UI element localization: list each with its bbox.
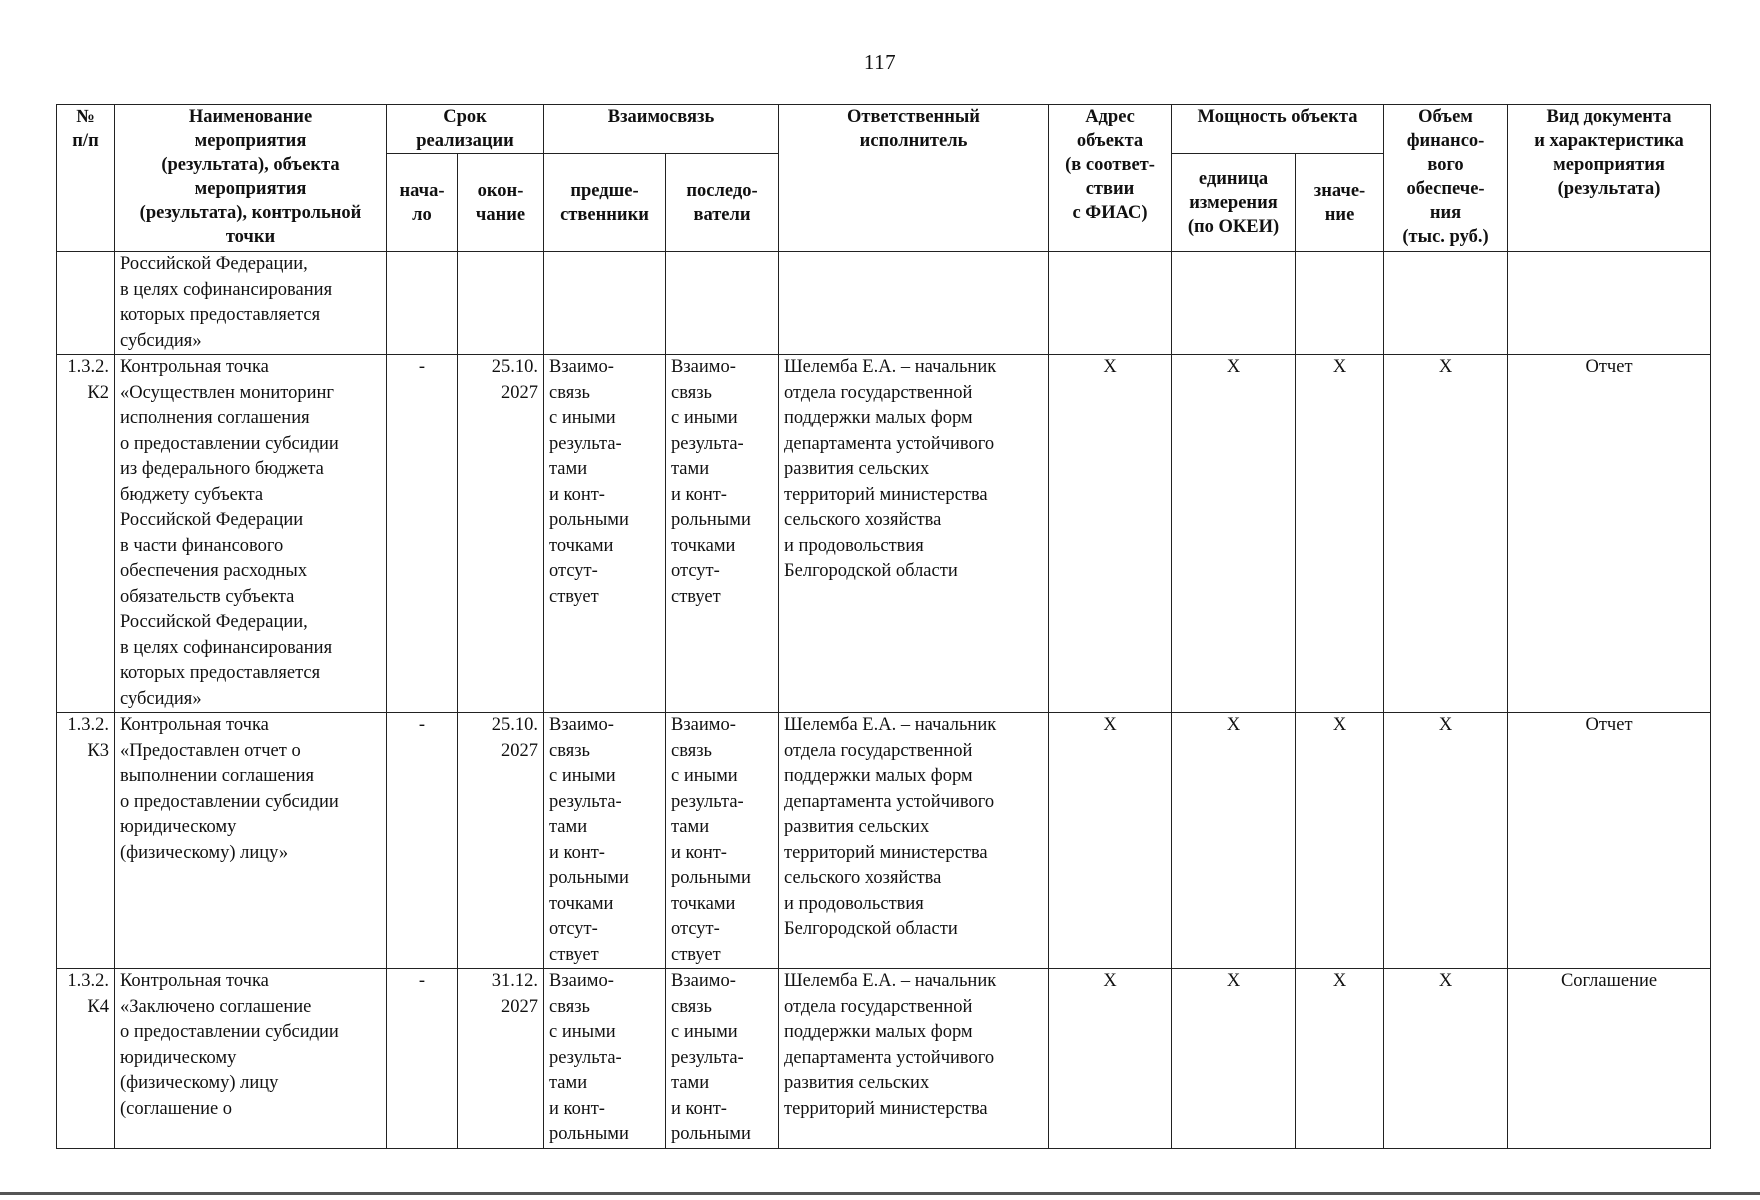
activity-name-cell	[115, 355, 387, 713]
responsible-cell	[779, 969, 1049, 1149]
text-line: чание	[475, 204, 526, 225]
text-line: с иными	[549, 408, 616, 428]
text-line: единица	[1198, 168, 1269, 189]
text-line: из федерального бюджета	[120, 459, 324, 479]
text-line: тами	[671, 459, 710, 479]
header-successors	[666, 154, 779, 252]
address-cell: X	[1049, 969, 1172, 1149]
text-line: с ФИАС)	[1072, 203, 1148, 223]
header-value	[1296, 154, 1384, 252]
unit-cell: X	[1172, 713, 1296, 969]
text-line: результа-	[549, 791, 622, 812]
text-line: Контрольная точка	[120, 357, 269, 377]
text-line: тами	[549, 1073, 588, 1093]
header-term-start	[387, 154, 458, 252]
header-address	[1049, 105, 1172, 252]
text-line: 25.10.	[491, 715, 538, 735]
text-line: ствии	[1085, 179, 1135, 199]
text-line: Адрес	[1085, 107, 1135, 127]
text-line: связь	[671, 740, 712, 761]
text-line: развития сельских	[784, 459, 930, 479]
finance-cell: X	[1384, 713, 1508, 969]
page-bottom-rule	[0, 1192, 1760, 1195]
text-line: отдела государственной	[784, 740, 973, 761]
text-line: рольными	[671, 1124, 751, 1144]
text-line: обеспечения расходных	[120, 561, 308, 581]
text-line: Белгородской области	[784, 561, 958, 581]
text-line: и конт-	[671, 842, 727, 863]
text-line: о предоставлении субсидии	[120, 1022, 339, 1042]
text-line: ствует	[549, 944, 599, 965]
text-line: Шелемба Е.А. – начальник	[784, 357, 997, 377]
text-line: сельского хозяйства	[784, 868, 942, 888]
text-line: связь	[671, 382, 712, 403]
text-line: юридическому	[120, 817, 237, 837]
predecessors-cell	[544, 252, 666, 355]
header-predecessors	[544, 154, 666, 252]
finance-cell: X	[1384, 355, 1508, 713]
text-line: мероприятия	[1553, 155, 1665, 175]
text-line: и продовольствия	[784, 535, 924, 556]
text-line: Взаимо-	[671, 971, 736, 991]
text-line: 1.3.2.	[67, 971, 109, 991]
text-line: окон-	[477, 180, 524, 201]
text-line: финансо-	[1406, 131, 1485, 151]
text-line: ние	[1324, 204, 1355, 225]
text-line: департамента устойчивого	[784, 433, 995, 454]
term-end-cell	[458, 252, 544, 355]
text-line: точки	[225, 227, 276, 247]
text-line: Российской Федерации	[120, 510, 304, 530]
text-line: (физическому) лицу	[120, 1073, 279, 1093]
text-line: рольными	[549, 1124, 629, 1144]
responsible-cell	[779, 252, 1049, 355]
text-line: мероприятия	[194, 131, 307, 151]
text-line: «Осуществлен мониторинг	[120, 382, 334, 403]
text-line: (результата), объекта	[161, 155, 340, 175]
predecessors-cell	[544, 969, 666, 1149]
text-line: измерения	[1189, 192, 1278, 213]
finance-cell	[1384, 252, 1508, 355]
text-line: Срок	[443, 107, 487, 127]
text-line: К2	[87, 382, 109, 403]
text-line: 1.3.2.	[67, 715, 109, 735]
text-line: объекта	[1076, 131, 1144, 151]
text-line: п/п	[72, 131, 99, 151]
text-line: отсут-	[549, 919, 598, 939]
text-line: предше-	[570, 180, 639, 201]
row-number-cell	[57, 355, 115, 713]
value-cell: X	[1296, 969, 1384, 1149]
text-line: тами	[549, 817, 588, 837]
text-line: К3	[87, 740, 109, 761]
header-num	[57, 105, 115, 252]
text-line: «Предоставлен отчет о	[120, 740, 301, 761]
text-line: (соглашение о	[120, 1098, 233, 1119]
term-end-cell	[458, 355, 544, 713]
text-line: и конт-	[549, 484, 605, 505]
text-line: точками	[671, 893, 736, 914]
unit-cell: X	[1172, 969, 1296, 1149]
text-line: департамента устойчивого	[784, 1047, 995, 1068]
text-line: Белгородской области	[784, 919, 958, 939]
text-line: отсут-	[671, 919, 720, 939]
table-row	[57, 969, 1711, 1149]
text-line: отсут-	[671, 561, 720, 581]
text-line: выполнении соглашения	[120, 766, 315, 786]
text-line: точками	[671, 535, 736, 556]
term-end-cell	[458, 713, 544, 969]
text-line: ствует	[671, 944, 721, 965]
text-line: ния	[1429, 203, 1462, 223]
text-line: и конт-	[671, 1098, 727, 1119]
doc-type-cell: Соглашение	[1508, 969, 1711, 1149]
value-cell: X	[1296, 355, 1384, 713]
text-line: (физическому) лицу»	[120, 842, 289, 863]
text-line: связь	[549, 996, 590, 1017]
header-unit	[1172, 154, 1296, 252]
address-cell: X	[1049, 713, 1172, 969]
table-row	[57, 713, 1711, 969]
text-line: о предоставлении субсидии	[120, 791, 339, 812]
text-line: департамента устойчивого	[784, 791, 995, 812]
text-line: и характеристика	[1534, 131, 1684, 151]
text-line: (результата)	[1557, 179, 1661, 199]
text-line: точками	[549, 893, 614, 914]
text-line: тами	[671, 1073, 710, 1093]
text-line: в целях софинансирования	[120, 279, 333, 300]
text-line: результа-	[549, 1047, 622, 1068]
row-number-cell	[57, 252, 115, 355]
text-line: сельского хозяйства	[784, 510, 942, 530]
text-line: юридическому	[120, 1047, 237, 1068]
activity-name-cell	[115, 713, 387, 969]
text-line: исполнитель	[859, 131, 968, 151]
doc-type-cell: Отчет	[1508, 713, 1711, 969]
text-line: с иными	[671, 1022, 738, 1042]
text-line: ло	[412, 204, 432, 225]
activities-table	[56, 104, 1711, 1149]
responsible-cell	[779, 713, 1049, 969]
text-line: территорий министерства	[784, 842, 988, 863]
unit-cell	[1172, 252, 1296, 355]
activity-name-cell	[115, 252, 387, 355]
successors-cell	[666, 969, 779, 1149]
text-line: Взаимо-	[671, 715, 736, 735]
text-line: Шелемба Е.А. – начальник	[784, 715, 997, 735]
text-line: Шелемба Е.А. – начальник	[784, 971, 997, 991]
text-line: №	[76, 107, 95, 127]
text-line: обеспече-	[1406, 179, 1485, 199]
text-line: ватели	[693, 204, 751, 225]
text-line: Вид документа	[1546, 107, 1672, 127]
text-line: (по ОКЕИ)	[1187, 216, 1280, 237]
successors-cell	[666, 713, 779, 969]
text-line: бюджету субъекта	[120, 484, 264, 505]
text-line: (результата), контрольной	[139, 203, 362, 223]
activity-name-cell	[115, 969, 387, 1149]
term-start-cell	[387, 252, 458, 355]
text-line: точками	[549, 535, 614, 556]
text-line: тами	[549, 459, 588, 479]
responsible-cell	[779, 355, 1049, 713]
text-line: «Заключено соглашение	[120, 996, 312, 1017]
text-line: реализации	[416, 131, 514, 151]
text-line: субсидия»	[120, 330, 202, 351]
text-line: связь	[549, 740, 590, 761]
term-start-cell: -	[387, 713, 458, 969]
text-line: которых предоставляется	[120, 663, 321, 683]
text-line: развития сельских	[784, 817, 930, 837]
finance-cell: X	[1384, 969, 1508, 1149]
text-line: поддержки малых форм	[784, 1022, 973, 1042]
text-line: 1.3.2.	[67, 357, 109, 377]
successors-cell	[666, 252, 779, 355]
text-line: Взаимо-	[549, 971, 614, 991]
text-line: Наименование	[188, 107, 313, 127]
text-line: мероприятия	[194, 179, 307, 199]
text-line: 2027	[501, 996, 538, 1017]
header-term-end	[458, 154, 544, 252]
successors-cell	[666, 355, 779, 713]
text-line: субсидия»	[120, 688, 202, 709]
text-line: (в соответ-	[1065, 155, 1155, 175]
address-cell: X	[1049, 355, 1172, 713]
text-line: и конт-	[549, 1098, 605, 1119]
header-relation: Взаимосвязь	[544, 105, 779, 154]
text-line: и конт-	[549, 842, 605, 863]
text-line: с иными	[549, 1022, 616, 1042]
unit-cell: X	[1172, 355, 1296, 713]
header-term	[387, 105, 544, 154]
header-name	[115, 105, 387, 252]
text-line: 2027	[501, 740, 538, 761]
text-line: рольными	[671, 868, 751, 888]
text-line: ствует	[549, 586, 599, 607]
text-line: отсут-	[549, 561, 598, 581]
text-line: Контрольная точка	[120, 715, 269, 735]
text-line: значе-	[1313, 180, 1366, 201]
header-doc-type	[1508, 105, 1711, 252]
text-line: Контрольная точка	[120, 971, 269, 991]
text-line: о предоставлении субсидии	[120, 433, 339, 454]
text-line: которых предоставляется	[120, 305, 321, 325]
text-line: территорий министерства	[784, 1098, 988, 1119]
row-number-cell	[57, 713, 115, 969]
predecessors-cell	[544, 713, 666, 969]
text-line: с иными	[549, 766, 616, 786]
text-line: К4	[87, 996, 109, 1017]
text-line: ствует	[671, 586, 721, 607]
text-line: и продовольствия	[784, 893, 924, 914]
text-line: связь	[549, 382, 590, 403]
text-line: в части финансового	[120, 535, 284, 556]
text-line: отдела государственной	[784, 996, 973, 1017]
text-line: поддержки малых форм	[784, 408, 973, 428]
text-line: с иными	[671, 408, 738, 428]
text-line: результа-	[549, 433, 622, 454]
text-line: Ответственный	[847, 107, 980, 127]
text-line: 25.10.	[491, 357, 538, 377]
text-line: тами	[671, 817, 710, 837]
text-line: обязательств субъекта	[120, 586, 295, 607]
text-line: поддержки малых форм	[784, 766, 973, 786]
text-line: территорий министерства	[784, 484, 988, 505]
text-line: исполнения соглашения	[120, 408, 310, 428]
text-line: последо-	[686, 180, 758, 201]
term-start-cell: -	[387, 969, 458, 1149]
text-line: Объем	[1418, 107, 1473, 127]
text-line: результа-	[671, 1047, 744, 1068]
text-line: рольными	[671, 510, 751, 530]
text-line: ственники	[560, 204, 649, 225]
text-line: 2027	[501, 382, 538, 403]
text-line: Российской Федерации,	[120, 612, 308, 632]
text-line: Взаимо-	[549, 357, 614, 377]
table-row	[57, 252, 1711, 355]
term-start-cell: -	[387, 355, 458, 713]
text-line: результа-	[671, 791, 744, 812]
text-line: результа-	[671, 433, 744, 454]
text-line: развития сельских	[784, 1073, 930, 1093]
header-capacity: Мощность объекта	[1172, 105, 1384, 154]
row-number-cell	[57, 969, 115, 1149]
predecessors-cell	[544, 355, 666, 713]
text-line: с иными	[671, 766, 738, 786]
table-row	[57, 355, 1711, 713]
doc-type-cell: Отчет	[1508, 355, 1711, 713]
text-line: связь	[671, 996, 712, 1017]
term-end-cell	[458, 969, 544, 1149]
header-responsible	[779, 105, 1049, 252]
address-cell	[1049, 252, 1172, 355]
text-line: в целях софинансирования	[120, 637, 333, 658]
text-line: Взаимо-	[671, 357, 736, 377]
text-line: Взаимо-	[549, 715, 614, 735]
text-line: рольными	[549, 868, 629, 888]
doc-type-cell	[1508, 252, 1711, 355]
text-line: нача-	[399, 180, 445, 201]
text-line: рольными	[549, 510, 629, 530]
page-number: 117	[863, 50, 897, 74]
text-line: 31.12.	[491, 971, 538, 991]
text-line: вого	[1427, 155, 1464, 175]
header-finance	[1384, 105, 1508, 252]
text-line: отдела государственной	[784, 382, 973, 403]
value-cell: X	[1296, 713, 1384, 969]
value-cell	[1296, 252, 1384, 355]
text-line: Российской Федерации,	[120, 254, 308, 274]
text-line: (тыс. руб.)	[1402, 227, 1489, 247]
text-line: и конт-	[671, 484, 727, 505]
